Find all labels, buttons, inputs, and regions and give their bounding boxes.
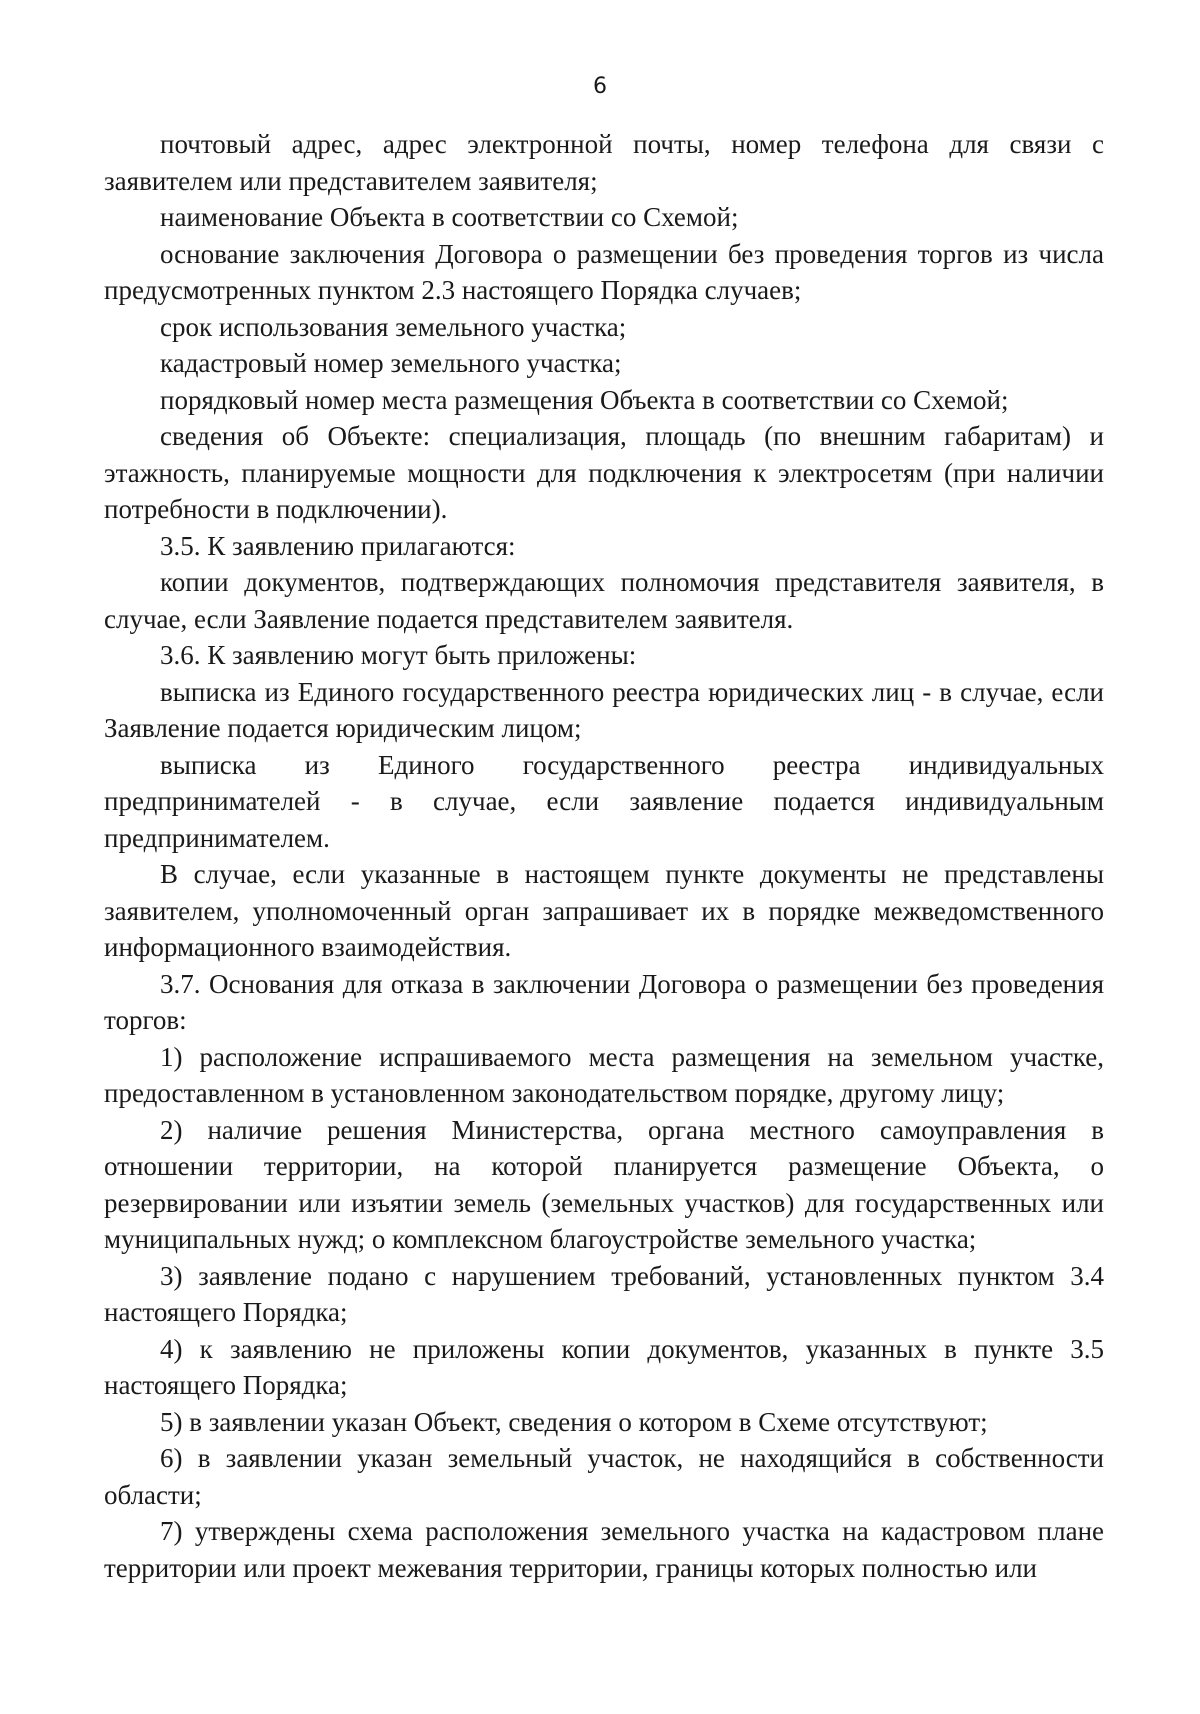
page-number: 6 [593, 74, 607, 99]
list-item-refusal-5: 5) в заявлении указан Объект, сведения о котором в Схеме отсутствуют; [160, 1406, 988, 1437]
paragraph-interagency-request: В случае, если указанные в настоящем пункте документы не представлены заявителем, уполномоченный орган запрашивает их в порядке межведомственного информационного взаимодействия. [104, 859, 1104, 962]
paragraph-representative-docs: копии документов, подтверждающих полномочия представителя заявителя, в случае, если Заявление подается представителем заявителя. [104, 567, 1104, 634]
list-item-refusal-3: 3) заявление подано с нарушением требований, установленных пунктом 3.4 настоящего Порядка; [104, 1260, 1104, 1327]
document-body [104, 126, 1104, 1586]
paragraph-section-3-7: 3.7. Основания для отказа в заключении Договора о размещении без проведения торгов: [104, 968, 1104, 1035]
list-item-refusal-4: 4) к заявлению не приложены копии документов, указанных в пункте 3.5 настоящего Порядка; [104, 1333, 1104, 1400]
paragraph-cadastral-number: кадастровый номер земельного участка; [160, 348, 622, 378]
paragraph-contact-details: почтовый адрес, адрес электронной почты, номер телефона для связи с заявителем или представителем заявителя; [104, 129, 1104, 196]
paragraph-legal-entity-extract: выписка из Единого государственного реестра юридических лиц - в случае, если Заявление подается юридическим лицом; [104, 676, 1104, 743]
paragraph-placement-number: порядковый номер места размещения Объекта в соответствии со Схемой; [160, 384, 1009, 415]
paragraph-object-info: сведения об Объекте: специализация, площадь (по внешним габаритам) и этажность, планируемые мощности для подключения к электросетям (при наличии потребности в подключении). [104, 421, 1104, 524]
paragraph-section-3-5: 3.5. К заявлению прилагаются: [160, 530, 516, 561]
paragraph-usage-term: срок использования земельного участка; [160, 311, 627, 342]
list-item-refusal-1: 1) расположение испрашиваемого места размещения на земельном участке, предоставленном в установленном законодательством порядке, другому лицу; [104, 1041, 1104, 1108]
list-item-refusal-7: 7) утверждены схема расположения земельного участка на кадастровом плане территории или проект межевания территории, границы которых полностью или [104, 1516, 1104, 1583]
paragraph-entrepreneur-extract: выписка из Единого государственного реестра индивидуальных предпринимателей - в случае, если заявление подается индивидуальным предпринимателем. [104, 749, 1104, 853]
paragraph-object-name: наименование Объекта в соответствии со Схемой; [160, 202, 739, 232]
paragraph-contract-basis: основание заключения Договора о размещении без проведения торгов из числа предусмотренных пунктом 2.3 настоящего Порядка случаев; [104, 238, 1104, 305]
paragraph-section-3-6: 3.6. К заявлению могут быть приложены: [160, 640, 637, 670]
list-item-refusal-2: 2) наличие решения Министерства, органа местного самоуправления в отношении территории, на которой планируется размещение Объекта, о резервировании или изъятии земель (земельных участков) для государственных или муниципальных нужд; о комплексном благоустройстве земельного участка; [104, 1114, 1104, 1254]
list-item-refusal-6: 6) в заявлении указан земельный участок, не находящийся в собственности области; [104, 1443, 1104, 1510]
